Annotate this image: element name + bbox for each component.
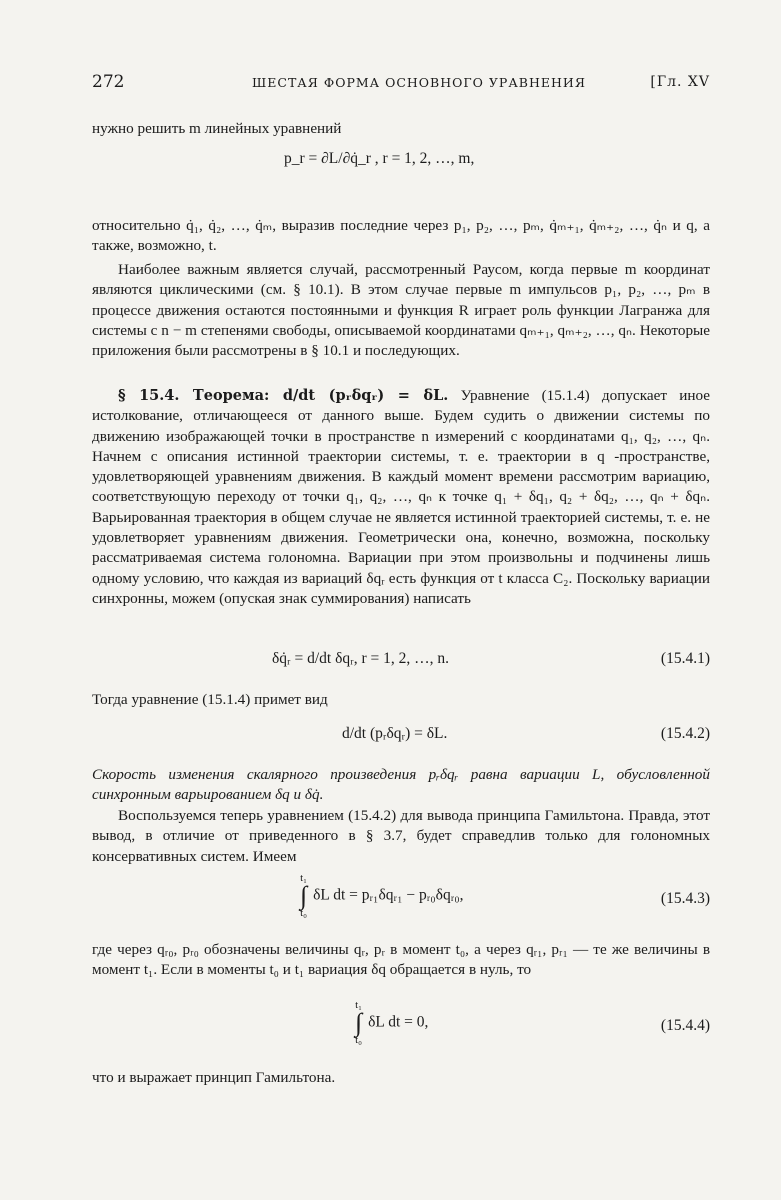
equation-number-15-4-2: (15.4.2) xyxy=(660,725,710,742)
equation-number-15-4-3: (15.4.3) xyxy=(660,890,710,907)
paragraph-where: где через qᵣ₀, pᵣ₀ обозначены величины qᵣ, pᵣ в момент t₀, а через qᵣ₁, pᵣ₁ — те же величины в момент t₁. Если в моменты t₀ и t₁ вариация δq обращается в нуль, то xyxy=(92,941,710,979)
chapter-label: [Гл. XV xyxy=(650,74,710,90)
paragraph-conclusion: что и выражает принцип Гамильтона. xyxy=(92,1069,336,1086)
equation-15-4-3 xyxy=(300,873,464,919)
page-number: 272 xyxy=(92,72,125,92)
section-text: Уравнение (15.1.4) допускает иное истолкование, отличающееся от данного выше. Будем судить о движении системы по движению изображающей точки в пространстве n измерений с координатами q₁, q₂, …, qₙ. Начнем с описания истинной траектории системы, т. е. траектории в q -пространстве, удовлетворяющей уравнениям движения. В каждый момент времени рассмотрим вариацию, соответствующую переходу от точки q₁, q₂, …, qₙ к точке q₁ + δq₁, q₂ + δq₂, …, qₙ + δqₙ. Варьированная траектория в общем случае не является истинной траекторией системы, т. е. не удовлетворяет уравнениям движения. Геометрически она, конечно, возможна, поскольку рассматриваемая система голономна. Вариации при этом произвольны и подчинены лишь одному условию, что каждая из вариаций δqᵣ есть функция от t класса C₂. Поскольку вариации синхронны, можем (опуская знак суммирования) написать xyxy=(92,387,710,607)
integral-sign-2: t₁ ∫ t₀ xyxy=(355,999,363,1046)
running-title: ШЕСТАЯ ФОРМА ОСНОВНОГО УРАВНЕНИЯ xyxy=(252,75,586,90)
integral-upper-limit: t₁ xyxy=(300,872,308,884)
integral-upper-limit-2: t₁ xyxy=(355,999,363,1011)
paragraph-1: нужно решить m линейных уравнений xyxy=(92,120,342,137)
equation-15-4-1: δq̇ᵣ = d/dt δqᵣ, r = 1, 2, …, n. xyxy=(272,650,449,667)
section-15-4 xyxy=(92,386,710,609)
section-title: § 15.4. Теорема: d/dt (pᵣδqᵣ) = δL. xyxy=(118,387,449,404)
equation-15-4-4-body: δL dt = 0, xyxy=(368,1013,429,1031)
paragraph-2: относительно q̇₁, q̇₂, …, q̇ₘ, выразив последние через p₁, p₂, …, pₘ, q̇ₘ₊₁, q̇ₘ₊₂, …, q̇ₙ и q, а также, возможно, t. xyxy=(92,217,710,255)
integral-lower-limit: t₀ xyxy=(300,907,308,919)
equation-number-15-4-4: (15.4.4) xyxy=(660,1017,710,1034)
paragraph-then: Тогда уравнение (15.1.4) примет вид xyxy=(92,691,328,708)
theorem-statement: Скорость изменения скалярного произведения pᵣδqᵣ равна вариации L, обусловленной синхронным варьированием δq и δq̇. xyxy=(92,766,710,804)
integral-sign: t₁ ∫ t₀ xyxy=(300,872,308,919)
equation-number-15-4-1: (15.4.1) xyxy=(660,650,710,667)
paragraph-hamilton: Воспользуемся теперь уравнением (15.4.2) для вывода принципа Гамильтона. Правда, этот вывод, в отличие от приведенного в § 3.7, будет справедлив только для голономных консервативных систем. Имеем xyxy=(92,807,710,865)
integral-lower-limit-2: t₀ xyxy=(355,1034,363,1046)
running-header xyxy=(92,72,710,94)
equation-15-4-2: d/dt (pᵣδqᵣ) = δL. xyxy=(342,725,448,742)
equation-15-4-4 xyxy=(355,1000,428,1046)
paragraph-routh: Наиболее важным является случай, рассмотренный Раусом, когда первые m координат являются циклическими (см. § 10.1). В этом случае первые m импульсов p₁, p₂, …, pₘ в процессе движения остаются постоянными и функция R играет роль функции Лагранжа для системы с n − m степенями свободы, описываемой координатами qₘ₊₁, qₘ₊₂, …, qₙ. Некоторые приложения были рассмотрены в § 10.1 и последующих. xyxy=(92,261,710,360)
equation-momenta: p_r = ∂L/∂q̇_r , r = 1, 2, …, m, xyxy=(284,150,475,167)
equation-15-4-3-body: δL dt = pᵣ₁δqᵣ₁ − pᵣ₀δqᵣ₀, xyxy=(313,886,464,904)
